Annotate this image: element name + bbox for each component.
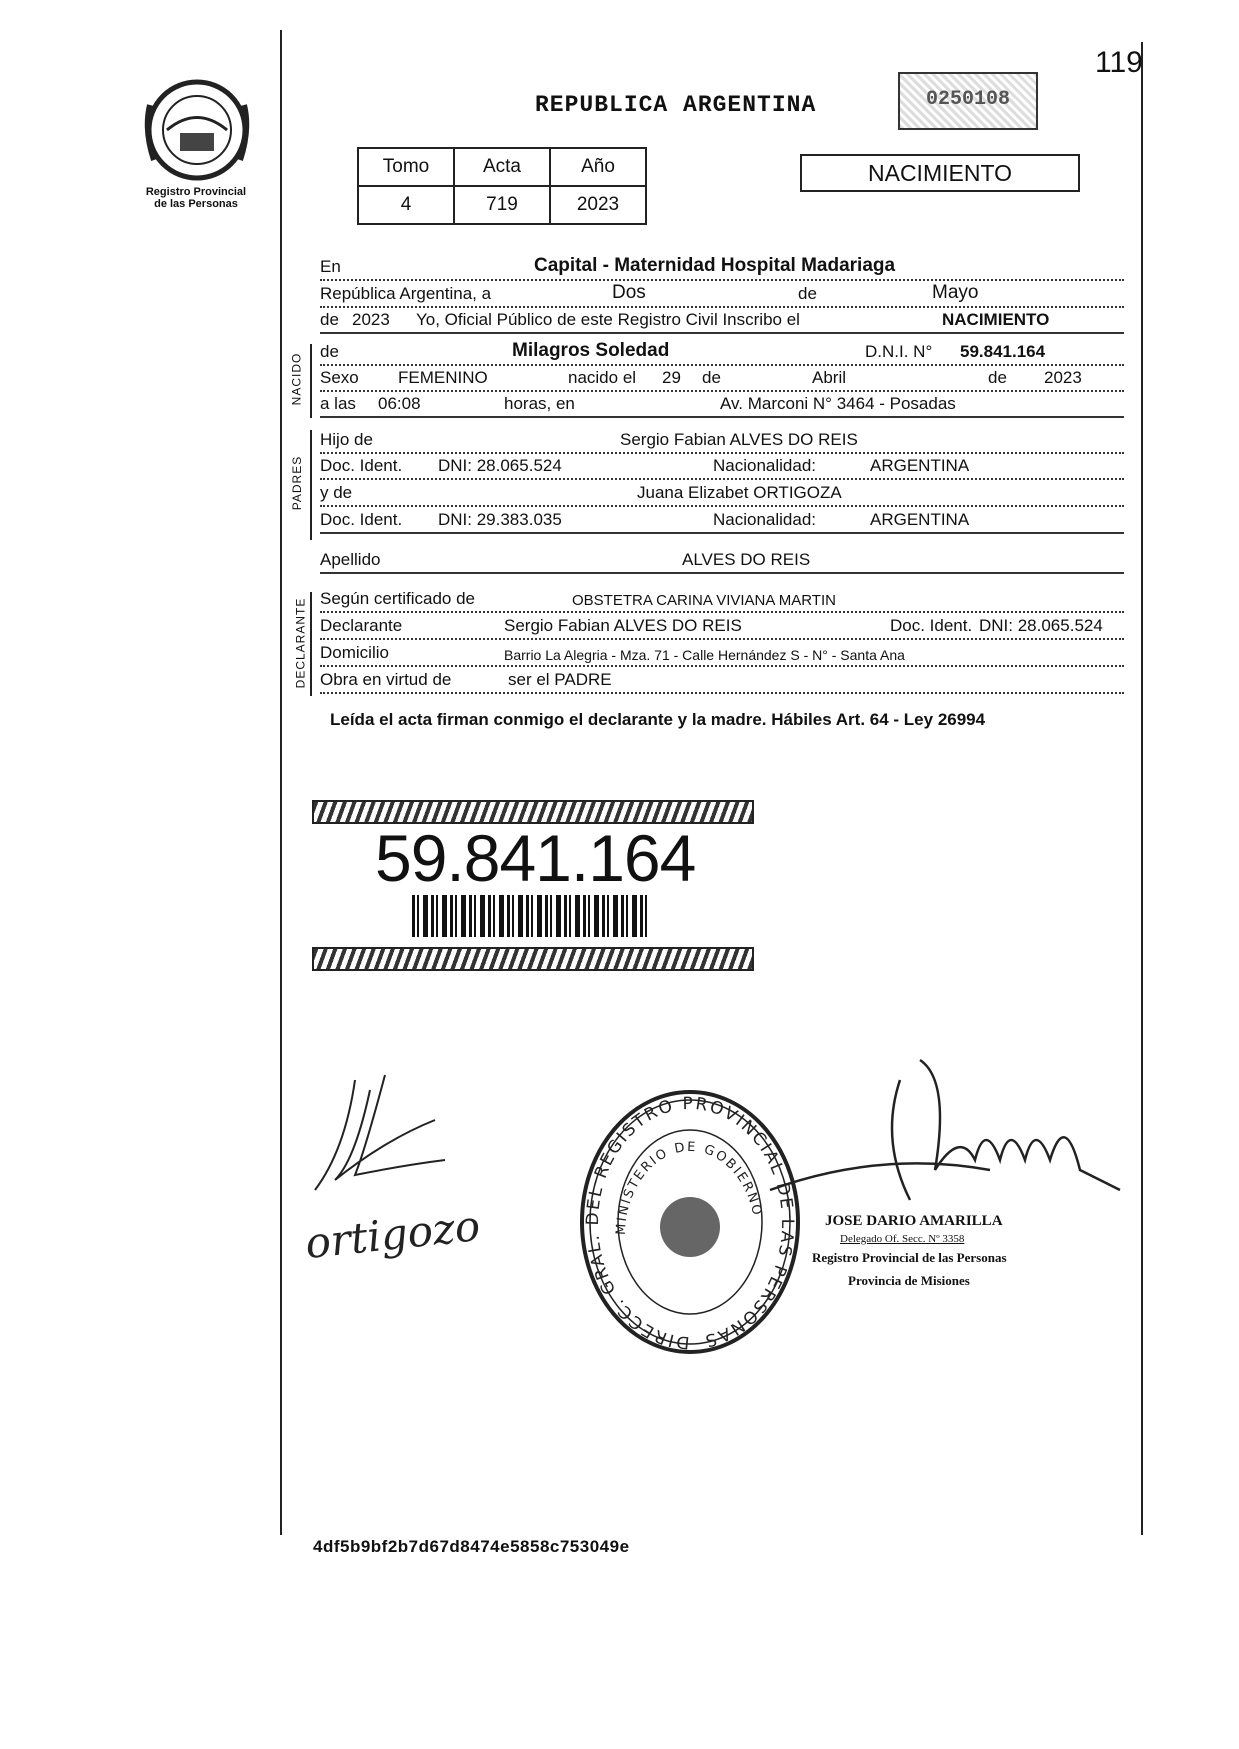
row-declarante <box>320 614 1124 640</box>
label-oficial: Yo, Oficial Público de este Registro Civil Inscribo el <box>416 310 803 330</box>
official-org: Registro Provincial de las Personas <box>812 1250 1007 1265</box>
value-madre-doc: DNI: 29.383.035 <box>438 510 562 529</box>
row-padre <box>320 428 1124 454</box>
row-certificado <box>320 587 1124 613</box>
value-nombre: Milagros Soledad <box>512 340 670 361</box>
row-madre-doc <box>320 508 1124 534</box>
nacido-bracket <box>310 344 312 418</box>
official-role: Delegado Of. Secc. Nº 3358 <box>840 1233 965 1245</box>
value-birth-day: 29 <box>662 368 681 387</box>
row-year <box>320 308 1124 334</box>
registry-header-tomo: Tomo <box>358 148 454 186</box>
label-declarante: Declarante <box>320 616 405 636</box>
value-apellido: ALVES DO REIS <box>682 550 811 569</box>
registry-value-tomo: 4 <box>358 186 454 224</box>
right-margin-line <box>1141 42 1143 1535</box>
registry-logo <box>142 75 252 185</box>
value-padre-doc: DNI: 28.065.524 <box>438 456 562 475</box>
label-en: En <box>320 257 344 277</box>
label-certificado: Según certificado de <box>320 589 478 609</box>
label-nac-madre: Nacionalidad: <box>713 510 819 530</box>
row-date <box>320 282 1124 308</box>
logo-caption-line-2: de las Personas <box>154 198 238 210</box>
row-madre <box>320 481 1124 507</box>
label-doc-padre: Doc. Ident. <box>320 456 405 476</box>
record-type-box: NACIMIENTO <box>800 154 1080 192</box>
label-hijo-de: Hijo de <box>320 430 376 450</box>
declarante-bracket <box>310 592 312 696</box>
logo-caption-line-1: Registro Provincial <box>145 186 247 198</box>
label-y-de: y de <box>320 483 355 503</box>
row-sexo <box>320 366 1124 392</box>
label-doc-declarante: Doc. Ident. <box>890 616 975 636</box>
row-apellido <box>320 548 1124 574</box>
label-nombre: de <box>320 342 342 362</box>
label-sexo: Sexo <box>320 368 362 388</box>
value-madre: Juana Elizabet ORTIGOZA <box>637 483 842 502</box>
registry-value-acta: 719 <box>454 186 550 224</box>
label-de-year: de <box>320 310 342 330</box>
padres-bracket <box>310 430 312 540</box>
official-province: Provincia de Misiones <box>848 1273 970 1288</box>
registry-header-anio: Año <box>550 148 646 186</box>
value-padre: Sergio Fabian ALVES DO REIS <box>620 430 858 449</box>
left-margin-line <box>280 30 282 1535</box>
side-label-nacido: NACIDO <box>289 352 304 406</box>
label-obra: Obra en virtud de <box>320 670 454 690</box>
closing-text: Leída el acta firman conmigo el declarante y la madre. Hábiles Art. 64 - Ley 26994 <box>330 710 986 729</box>
row-obra <box>320 668 1124 694</box>
side-label-padres: PADRES <box>290 455 305 511</box>
dni-barcode <box>412 895 650 937</box>
value-birth-year: 2023 <box>1044 368 1082 387</box>
side-label-declarante: DECLARANTE <box>293 597 308 689</box>
row-place <box>320 255 1124 281</box>
registry-table <box>357 147 647 225</box>
label-republica: República Argentina, a <box>320 284 494 304</box>
value-declarante: Sergio Fabian ALVES DO REIS <box>504 616 742 635</box>
value-declarante-doc: DNI: 28.065.524 <box>979 616 1103 635</box>
value-certificado: OBSTETRA CARINA VIVIANA MARTIN <box>572 592 836 609</box>
row-hora <box>320 392 1124 418</box>
value-place: Capital - Maternidad Hospital Madariaga <box>534 255 896 276</box>
value-padre-nac: ARGENTINA <box>870 456 970 475</box>
document-hash: 4df5b9bf2b7d67d8474e5858c753049e <box>313 1537 630 1556</box>
value-dni: 59.841.164 <box>960 342 1046 361</box>
registry-value-anio: 2023 <box>550 186 646 224</box>
value-sexo: FEMENINO <box>398 368 488 387</box>
seal-outer-text: DIRECC. GRAL. DEL REGISTRO PROVINCIAL DE LAS PERSONAS <box>582 1093 798 1353</box>
label-nacido-el: nacido el <box>568 368 639 388</box>
value-year: 2023 <box>352 310 390 329</box>
value-month: Mayo <box>932 282 979 303</box>
dni-big-number: 59.841.164 <box>375 821 696 895</box>
label-domicilio: Domicilio <box>320 643 392 663</box>
madre-signature: ortigozo <box>302 1200 483 1269</box>
value-madre-nac: ARGENTINA <box>870 510 970 529</box>
row-domicilio <box>320 641 1124 667</box>
official-name: JOSE DARIO AMARILLA <box>825 1213 1003 1229</box>
value-inscribe-type: NACIMIENTO <box>942 310 1050 329</box>
value-day: Dos <box>612 282 646 303</box>
serial-stamp <box>898 72 1038 130</box>
registry-header-acta: Acta <box>454 148 550 186</box>
row-nombre <box>320 340 1124 366</box>
value-obra: ser el PADRE <box>508 670 612 689</box>
row-padre-doc <box>320 454 1124 480</box>
security-band-bottom <box>312 947 754 971</box>
serial-stamp-code: 0250108 <box>925 88 1010 111</box>
document-title: REPUBLICA ARGENTINA <box>535 92 817 118</box>
label-doc-madre: Doc. Ident. <box>320 510 405 530</box>
label-de-month: de <box>798 284 820 304</box>
value-birth-place: Av. Marconi N° 3464 - Posadas <box>720 394 956 413</box>
logo-caption <box>126 186 266 210</box>
value-birth-month: Abril <box>812 368 847 387</box>
label-apellido: Apellido <box>320 550 384 570</box>
value-hora: 06:08 <box>378 394 421 413</box>
label-dni: D.N.I. N° <box>865 342 935 362</box>
value-domicilio: Barrio La Alegria - Mza. 71 - Calle Hernández S - N° - Santa Ana <box>504 647 905 663</box>
page-number: 119 <box>1095 46 1143 79</box>
label-nac-padre: Nacionalidad: <box>713 456 819 476</box>
label-horas-en: horas, en <box>504 394 578 414</box>
seal-inner-text: MINISTERIO DE GOBIERNO <box>613 1139 765 1236</box>
label-de-birth-month: de <box>702 368 724 388</box>
label-de-birth-year: de <box>988 368 1010 388</box>
label-a-las: a las <box>320 394 359 414</box>
